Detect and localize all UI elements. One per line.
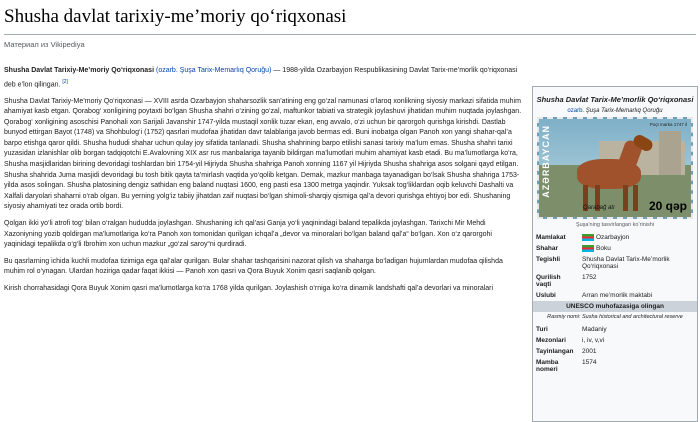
infobox-row [533,243,697,254]
article-body [4,66,524,301]
infobox-row [533,272,697,290]
infobox-row [533,232,697,243]
infobox-row [533,346,697,357]
infobox-row [533,324,697,335]
infobox-row [533,357,697,375]
infobox-value: i, iv, v,vi [582,337,605,345]
infobox [532,86,698,422]
page-title: Shusha davlat tarixiy-me’moriy qo‘riqxonasi [4,6,347,27]
country-value: Ozarbayjon [596,234,630,242]
flag-icon [582,245,594,252]
infobox-value [579,232,697,243]
paragraph-location: Qolgan ikki yo‘li atrofi tog‘ bilan o‘ralgan hududda joylashgan. Shushaning ich qal’asi Ganja yo‘li yaqinindagi baland tepalikda joylashgan. Tarixchi Mir Mehdi Xazoniyning yozib qoldirgan ma’lumotlariga ko‘ra Panoh xon tomonidan qurilgan ichqal’a „devor va minoralari bo‘lgan baland qal’a“ bo‘lgan. Xon o‘z qarorgohi yaqinidagi tepalikda o‘g‘li Ibrohim xon uchun mazkur „go‘zal saroy“ni qurdiradi. [4,220,492,249]
infobox-key: Turi [536,326,548,334]
horse-leg [623,185,628,211]
unesco-header: UNESCO muhofazasiga olingan [533,301,697,312]
infobox-value [579,243,697,254]
horse-leg [633,185,638,211]
infobox-key: Uslubi [536,292,556,300]
unesco-note: Rasmiy nomi: Susha historical and architectural reserve [547,314,683,321]
page-source: Материал из Vikipediya [4,40,85,49]
infobox-key: Qurilish vaqti [536,274,561,289]
infobox-subtitle-text: Şuşa Tarix-Memarlıq Qoruğu [584,108,663,114]
infobox-key: Tayinlangan [536,348,574,356]
lead-paragraph [4,66,524,91]
flag-icon [582,234,594,241]
infobox-value: 2001 [582,348,597,356]
paragraph-history: Shusha Davlat Tarixiy-Me’moriy Qo‘riqxonasi — XVIII asrda Ozarbayjon shaharsozlik san’atining eng go‘zal namunasi o‘laroq xonlikning siyosiy markazi sifatida muhim ahamiyat kasb etgan. Qorabog‘ xonligining poytaxti bo‘lgan Shusha shahri o‘zining go‘zal, maftunkor tabiati va strategik joylashuvi jihatidan muhim nuqtada joylashgan. Qorabog‘ xonligining asoschisi Panohali xon Sarijali Javanshir 1747-yilda mustaqil xonlik tuzar ekan, eng avvalo, o‘zi uchun bir qarorgoh qurishga kirishdi. Dastlab bunyod ettirgan Bayot (1748) va Shohbulog‘i (1752) qasrlari mudofaa jihatidan davr talablariga javob bermas edi. Buni inobatga olgan Panoh xon yangi shahar-qal’a barpo etishga qaror qildi. Shusha hududi shahar uchun qulay joy sifatida tanlanadi. Shusha shahrining barpo etilishi sanasi tarixiy ma’lum emas. Shusha shahri tarixi yuzasidan izlanishlar olib borgan tadqiqotchi E.Avalovning XIX asr rus manbalariga tayanib bildirgan ma’lumotlari muhim ahamiyat kasb etadi. Bu ma’lumotlarga ko‘ra, Shusha masjidlaridan birining devoridagi toshlardan biri 1754-yil Hijriyda Shusha shahriga Panoh xonning 1167 yil Hijriyda Shusha shahriga asos solgani qayd etilgan. Shusha shahrida Juma masjidi devoridagi bu tosh bitik qayta ta’mirlash vaqtida yo‘qolib ketgan. Demak, mazkur manbaga tayanadigan bo‘lsak Shusha shahriga 1753-yilda asos solingan. Shusha platosining dengiz sathidan eng baland nuqtasi 1600, eng pasti esa 1300 metrga yaqindir. Yuksak tog‘liklardan oqib keluvchi Dashalti va Xalfali daryolari shaharni o‘rab olgan. Bu yerning yolg‘iz tabiiy jihatdan zaif nuqtasi bo‘lgan shimoli-sharqiy qismiga qal’a devori qurishga ehtiyoj bor edi. Shushaning siyosiy ahamiyati tez orada ortib bordi. [4,97,522,211]
stamp-fortress-tower [659,131,681,175]
stamp-place: Qarabağ atı [583,205,615,211]
infobox-value: Madaniy [582,326,607,334]
stamp-country: AZƏRBAYCAN [541,125,551,198]
lead-bold: Shusha Davlat Tarixiy-Me’moriy Qo‘riqxonasi [4,67,155,74]
infobox-key: Tegishli [536,256,561,264]
paragraph-qara-buyuk: Kirish chorrahasidagi Qora Buyuk Xonim qasri ma’lumotlarga ko‘ra 1768 yilda qurilgan. Joylashish o‘rniga ko‘ra dinamik landshafti qal’a devorlari va minoralari [4,285,494,293]
lead-text: — 1988-yilda Ozarbayjon Respublikasining Davlat Tarix-me’morlik qo‘riqxonasi deb e’lon qilingan. [4,67,518,88]
city-value: Boku [596,245,611,253]
infobox-language-link[interactable]: ozarb. [567,108,585,114]
infobox-subtitle [533,106,697,117]
paragraph-castles: Bu qasrlarning ichida kuchli mudofaa tizimiga ega qal’alar qurilgan. Bular shahar tashqarisini nazorat qilish va shaharga bo‘ladigan hujumlardan mudofaa qilishda muhim rol o‘ynagan. Ulardan hoziriga qadar faqat ikkisi — Panoh xon qasri va Qora Buyuk Xonim qasri saqlanib qolgan. [4,257,503,276]
stamp-caption: Şuşa'ning tasvirlangan ko‘rinishi [575,222,655,228]
infobox-row [533,254,697,272]
infobox-value: 1574 [582,359,597,367]
infobox-row [533,290,697,301]
infobox-value: 1752 [582,274,597,282]
infobox-value: Arran me’morlik maktabi [582,292,653,300]
reference-link[interactable]: [2] [62,78,68,85]
stamp-image[interactable] [537,117,693,219]
lead-link[interactable]: (ozarb. Şuşa Tarix-Memarlıq Qoruğu) [155,67,272,74]
infobox-key: Mamlakat [536,234,566,241]
infobox-title: Shusha Davlat Tarix-Me’morlik Qo‘riqxonasi [536,95,694,104]
title-divider [4,34,696,35]
infobox-key: Shahar [536,245,559,253]
infobox-value: Shusha Davlat Tarix-Me’morlik Qo‘riqxonasi [582,256,670,271]
infobox-row [533,335,697,346]
unesco-table [533,324,697,375]
stamp-top-caption: Poçt marka 1747 il [649,122,687,127]
stamp-price: 20 qəp [648,199,687,213]
infobox-key: Mezonlari [536,337,566,345]
infobox-table [533,232,697,301]
infobox-key: Mamba nomeri [536,359,559,374]
